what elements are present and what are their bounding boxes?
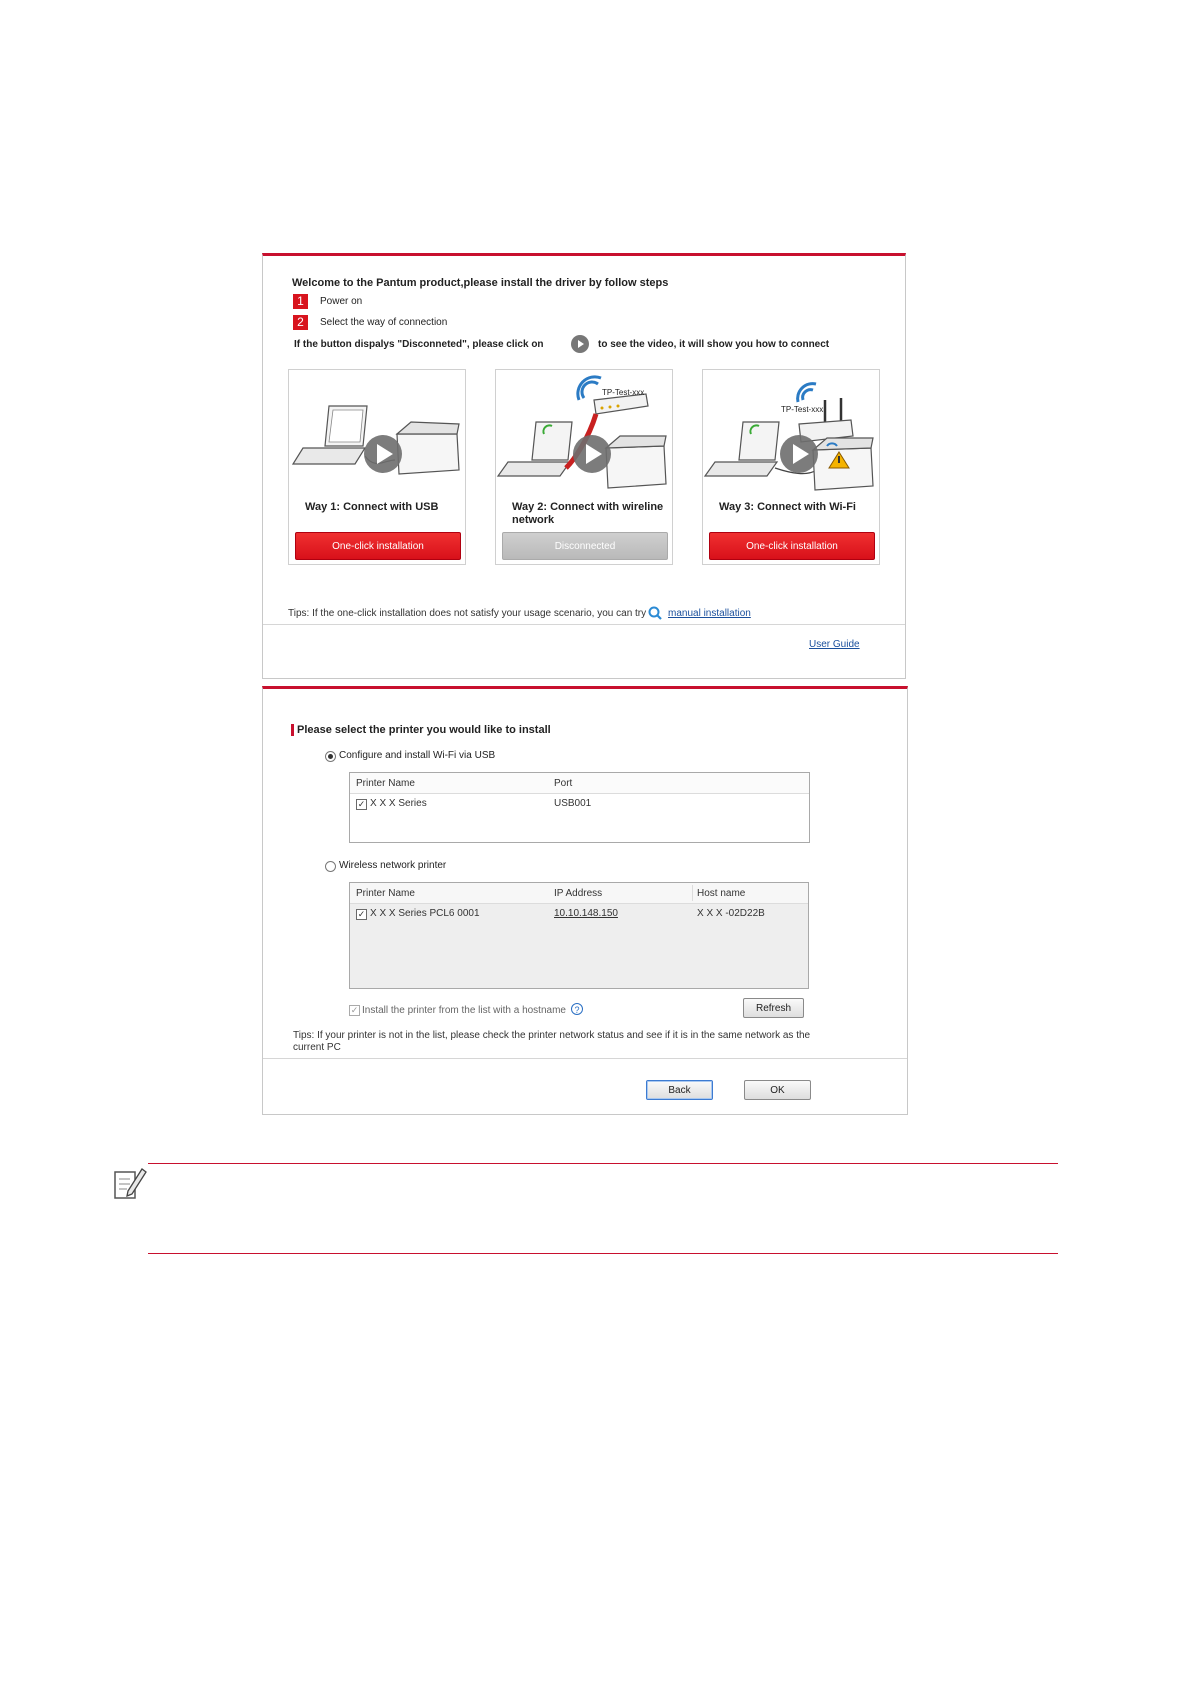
wifi-one-click-install-button[interactable]: One-click installation (709, 532, 875, 560)
col-port: Port (554, 778, 573, 789)
manual-installation-link[interactable]: manual installation (668, 608, 751, 619)
router-label-way3: TP-Test-xxx (781, 405, 824, 414)
select-tips: Tips: If your printer is not in the list, please check the printer network status and see if it is in the same network as the current PC (293, 1030, 811, 1053)
column-divider (692, 885, 693, 901)
play-icon[interactable] (571, 335, 589, 353)
usb-option-radio[interactable] (325, 751, 336, 762)
ok-button[interactable]: OK (744, 1080, 811, 1100)
wireless-option-label[interactable]: Wireless network printer (339, 860, 447, 871)
help-icon[interactable]: ? (571, 1003, 583, 1015)
divider (263, 1058, 907, 1059)
step-2-text: Select the way of connection (320, 317, 448, 328)
video-hint-before: If the button dispalys "Disconneted", please click on (294, 339, 544, 350)
way-usb-label: Way 1: Connect with USB (305, 501, 439, 513)
welcome-title: Welcome to the Pantum product,please install the driver by follow steps (292, 277, 669, 289)
wireline-connection-illustration (496, 370, 672, 498)
way-wireline-label: Way 2: Connect with wireline network (512, 501, 664, 526)
select-title: Please select the printer you would like to install (297, 724, 551, 736)
network-row-host: X X X -02D22B (697, 908, 765, 919)
usb-connection-illustration (289, 370, 465, 498)
back-button[interactable]: Back (646, 1080, 713, 1100)
hostname-checkbox-label: Install the printer from the list with a hostname (362, 1005, 566, 1016)
wifi-connection-illustration (703, 370, 879, 498)
step-2-badge: 2 (293, 315, 308, 330)
usb-option-label[interactable]: Configure and install Wi-Fi via USB (339, 750, 496, 761)
refresh-button[interactable]: Refresh (743, 998, 804, 1018)
usb-row-checkbox[interactable]: ✓ (357, 799, 366, 809)
title-marker (291, 724, 294, 736)
note-top-rule (148, 1163, 1058, 1164)
installer-tips: Tips: If the one-click installation does not satisfy your usage scenario, you can try (288, 608, 647, 619)
usb-row-name: X X X Series (370, 798, 427, 809)
divider (263, 624, 905, 625)
user-guide-link[interactable]: User Guide (809, 639, 860, 650)
way-usb-card[interactable] (288, 369, 466, 565)
usb-printer-table (349, 772, 810, 843)
hostname-checkbox[interactable]: ✓ (350, 1005, 359, 1015)
wireless-option-radio[interactable] (325, 861, 336, 872)
network-row-checkbox[interactable]: ✓ (357, 909, 366, 919)
network-printer-table (349, 882, 809, 989)
video-hint-after: to see the video, it will show you how to connect (598, 339, 830, 350)
col-host-name: Host name (697, 888, 746, 899)
usb-table-header (350, 773, 809, 794)
way-wireline-card[interactable] (495, 369, 673, 565)
network-row-name: X X X Series PCL6 0001 (370, 908, 480, 919)
router-label-way2: TP-Test-xxx (602, 388, 645, 397)
step-1-text: Power on (320, 296, 363, 307)
printer-select-window (262, 686, 908, 1115)
wireline-disconnected-button[interactable]: Disconnected (502, 532, 668, 560)
note-bottom-rule (148, 1253, 1058, 1254)
usb-one-click-install-button[interactable]: One-click installation (295, 532, 461, 560)
col-ip-address: IP Address (554, 888, 603, 899)
network-table-header (350, 883, 808, 904)
way-wifi-label: Way 3: Connect with Wi-Fi (719, 501, 856, 513)
installer-welcome-window (262, 253, 906, 679)
step-1-badge: 1 (293, 294, 308, 309)
network-row-ip-link[interactable]: 10.10.148.150 (554, 908, 618, 919)
col-printer-name: Printer Name (356, 888, 415, 899)
note-icon (112, 1165, 148, 1201)
usb-row-port: USB001 (554, 798, 592, 809)
search-gear-icon (648, 606, 662, 620)
way-wifi-card[interactable] (702, 369, 880, 565)
col-printer-name: Printer Name (356, 778, 415, 789)
